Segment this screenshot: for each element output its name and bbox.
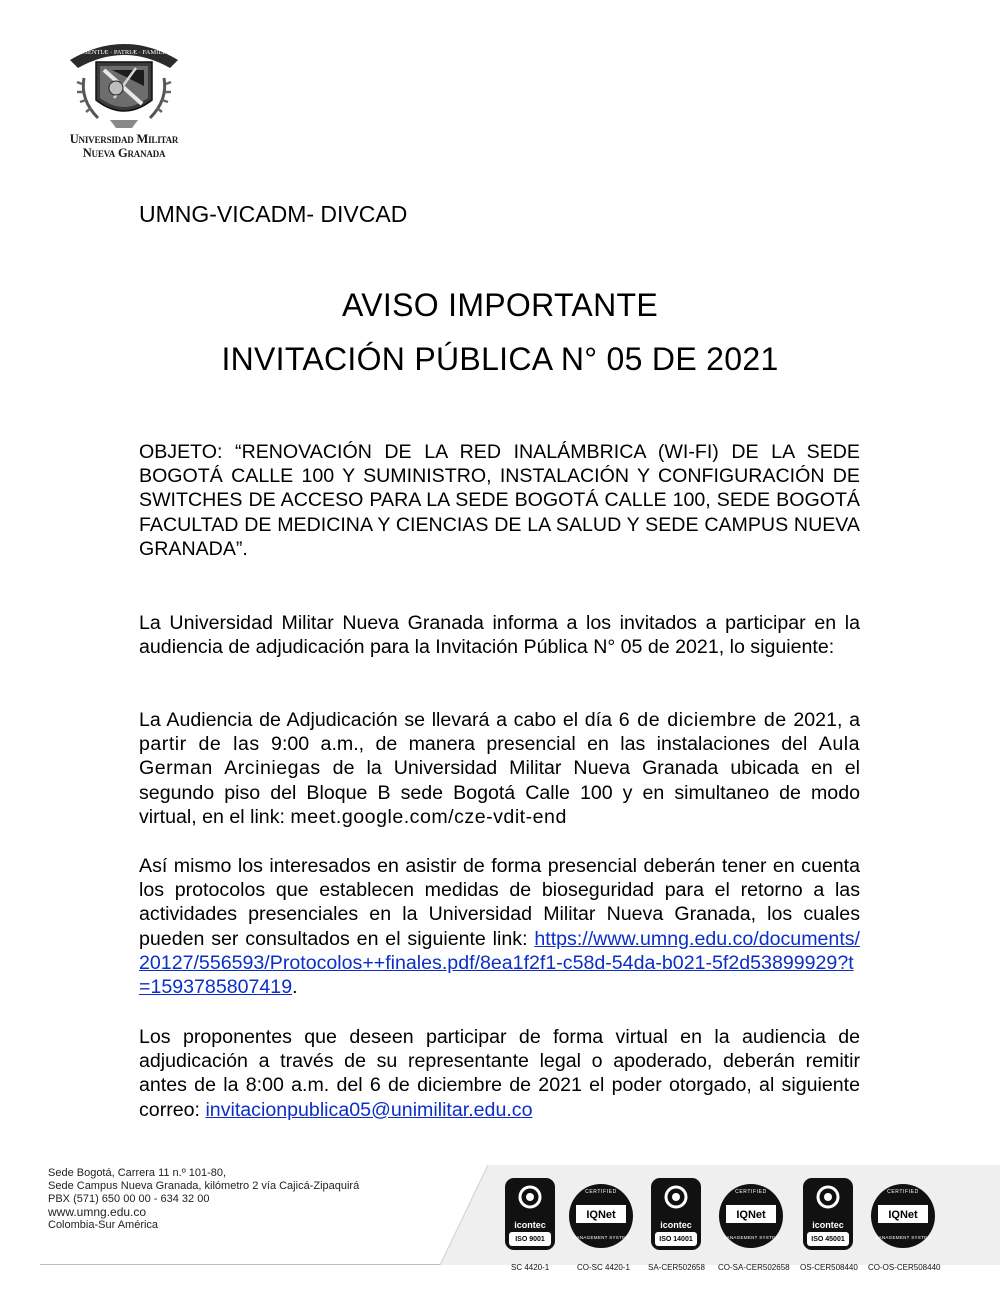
audiencia-text-d: de la Universidad Militar Nueva Granada ubicada en el segundo piso del Bloque B sede Bogotá Calle 100 y en simultaneo de modo virtual, en el link:: [139, 757, 860, 828]
objeto-paragraph: OBJETO: “RENOVACIÓN DE LA RED INALÁMBRICA (WI-FI) DE LA SEDE BOGOTÁ CALLE 100 Y SUMINISTRO, INSTALACIÓN Y CONFIGURACIÓN DE SWITCHES DE ACCESO PARA LA SEDE BOGOTÁ CALLE 100, SEDE BOGOTÁ FACULTAD DE MEDICINA Y CIENCIAS DE LA SALUD Y SEDE CAMPUS NUEVA GRANADA”.: [139, 441, 860, 560]
logo-name-line1: Universidad Militar: [69, 132, 179, 146]
footer-website[interactable]: www.umng.edu.co: [48, 1205, 147, 1219]
protocolos-link[interactable]: https://www.umng.edu.co/documents/20127/556593/Protocolos++finales.pdf/8ea1f2f1-c58d-54da-b021-5f2d53899929?t=1593785807419: [139, 927, 860, 999]
logo-motto: SCIENTIÆ · PATRIÆ · FAMILIÆ: [77, 49, 171, 56]
protocolos-text: Así mismo los interesados en asistir de forma presencial deberán tener en cuenta los protocolos que establecen medidas de bioseguridad para el retorno a las actividades presenciales en la Universidad Militar Nueva Granada, los cuales pueden ser consultados en el siguiente link:: [139, 855, 860, 950]
logo-name-line2: Nueva Granada: [82, 146, 166, 160]
iqnet-seal-2: [718, 1183, 784, 1249]
footer-address-bogota: Sede Bogotá, Carrera 11 n.º 101-80,: [48, 1167, 227, 1179]
university-crest-icon: [66, 20, 182, 130]
cert-code-4: CO-SA-CER502658: [718, 1263, 790, 1272]
page-title: AVISO IMPORTANTE: [342, 287, 658, 323]
iqnet-label: IQNet: [586, 1209, 616, 1221]
page-subtitle: INVITACIÓN PÚBLICA N° 05 DE 2021: [221, 341, 779, 377]
icontec-iso14001-seal: [650, 1177, 702, 1251]
cert-code-3: SA-CER502658: [648, 1263, 705, 1272]
iqnet-bottom-label: MANAGEMENT SYSTEM: [722, 1235, 780, 1240]
virtual-paragraph: [139, 1025, 860, 1122]
virtual-text: Los proponentes que deseen participar de forma virtual en la audiencia de adjudicación a través de su representante legal o apoderado, deberán remitir antes de la 8:00 a.m. del 6 de diciembre de 2021 el poder otorgado, al siguiente correo:: [139, 1026, 860, 1121]
iqnet-bottom-label: MANAGEMENT SYSTEM: [572, 1235, 630, 1240]
audiencia-text-b: 2021, a: [786, 709, 860, 731]
icontec-label: icontec: [660, 1220, 692, 1230]
cert-code-5: OS-CER508440: [800, 1263, 858, 1272]
logo-name: [66, 132, 182, 160]
audiencia-paragraph: [139, 708, 860, 829]
protocolos-end: .: [292, 976, 298, 999]
footer-country: Colombia-Sur América: [48, 1219, 159, 1231]
protocolos-paragraph: [139, 854, 860, 999]
cert-code-2: CO-SC 4420-1: [577, 1263, 630, 1272]
iqnet-seal-1: [568, 1183, 634, 1249]
university-logo: [66, 20, 182, 162]
cert-code-1: SC 4420-1: [511, 1263, 550, 1272]
audiencia-date: 6 de diciembre de: [618, 709, 787, 731]
icontec-label: icontec: [812, 1220, 844, 1230]
iqnet-top-label: CERTIFIED: [887, 1189, 919, 1195]
certifications-panel: [440, 1165, 1000, 1265]
iqnet-seal-3: [870, 1183, 936, 1249]
audiencia-text-c: 9:00 a.m., de manera presencial en las instalaciones del: [259, 733, 819, 756]
iqnet-top-label: CERTIFIED: [735, 1189, 767, 1195]
meet-link: meet.google.com/cze-vdit-end: [290, 805, 567, 828]
footer-phone: PBX (571) 650 00 00 - 634 32 00: [48, 1193, 210, 1205]
iso-45001-label: ISO 45001: [811, 1236, 845, 1243]
iqnet-label: IQNet: [888, 1209, 918, 1221]
iso-9001-label: ISO 9001: [515, 1236, 545, 1243]
audiencia-text-a: La Audiencia de Adjudicación se llevará a cabo el día: [139, 709, 619, 731]
iqnet-bottom-label: MANAGEMENT SYSTEM: [874, 1235, 932, 1240]
iqnet-label: IQNet: [736, 1209, 766, 1221]
icontec-label: icontec: [514, 1220, 546, 1230]
footer-contact: [48, 1167, 359, 1232]
icontec-iso9001-seal: [504, 1177, 556, 1251]
iso-14001-label: ISO 14001: [659, 1236, 693, 1243]
icontec-iso45001-seal: [802, 1177, 854, 1251]
footer-address-campus: Sede Campus Nueva Granada, kilómetro 2 vía Cajicá-Zipaquirá: [48, 1180, 360, 1192]
audiencia-from: partir de las: [139, 733, 260, 756]
footer-divider: [40, 1264, 440, 1265]
intro-paragraph: La Universidad Militar Nueva Granada informa a los invitados a participar en la audiencia de adjudicación para la Invitación Pública N° 05 de 2021, lo siguiente:: [139, 612, 860, 659]
iqnet-top-label: CERTIFIED: [585, 1189, 617, 1195]
audiencia-place: Aula German Arciniegas: [139, 733, 860, 780]
document-reference: UMNG-VICADM- DIVCAD: [139, 201, 408, 227]
email-link[interactable]: invitacionpublica05@unimilitar.edu.co: [205, 1098, 533, 1121]
cert-code-6: CO-OS-CER508440: [868, 1263, 941, 1272]
